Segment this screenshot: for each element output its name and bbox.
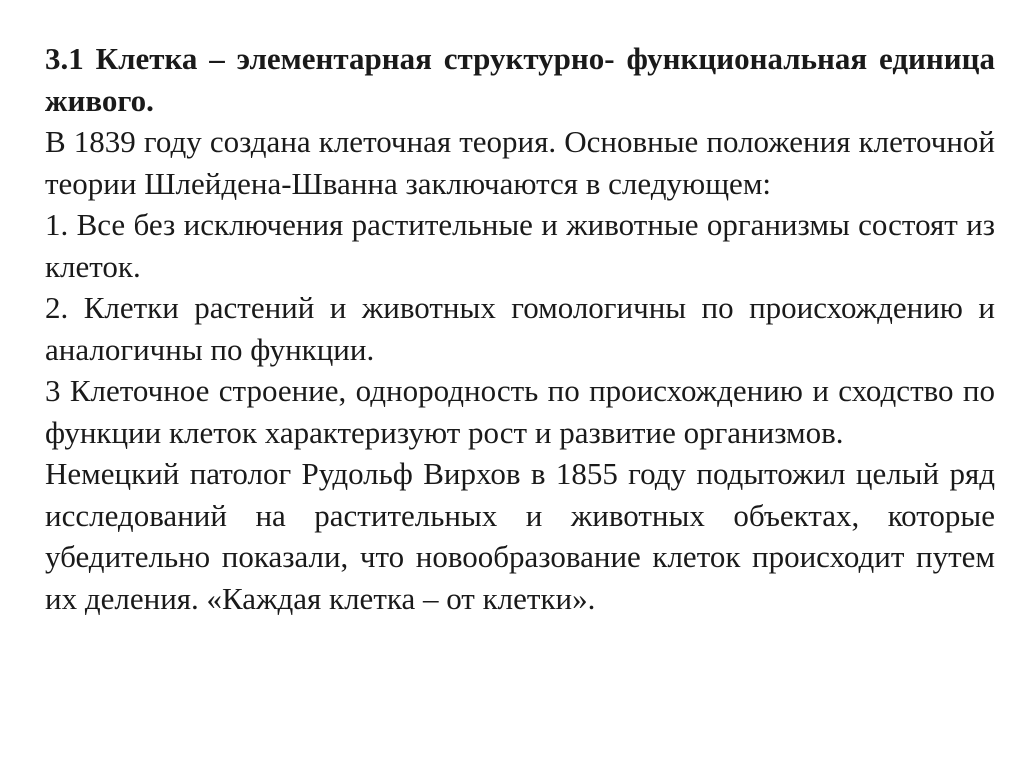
- section-heading: 3.1 Клетка – элементарная структурно- функциональная единица живого.: [45, 41, 995, 118]
- intro-paragraph: В 1839 году создана клеточная теория. Основные положения клеточной теории Шлейдена-Шванна заключаются в следующем:: [45, 124, 995, 201]
- slide-content: [45, 38, 995, 619]
- virchow-paragraph: Немецкий патолог Рудольф Вирхов в 1855 году подытожил целый ряд исследований на растительных и животных объектах, которые убедительно показали, что новообразование клеток происходит путем их деления. «Каждая клетка – от клетки».: [45, 456, 995, 616]
- theory-point-2: 2. Клетки растений и животных гомологичны по происхождению и аналогичны по функции.: [45, 290, 995, 367]
- theory-point-3: 3 Клеточное строение, однородность по происхождению и сходство по функции клеток характеризуют рост и развитие организмов.: [45, 373, 995, 450]
- theory-point-1: 1. Все без исключения растительные и животные организмы состоят из клеток.: [45, 207, 995, 284]
